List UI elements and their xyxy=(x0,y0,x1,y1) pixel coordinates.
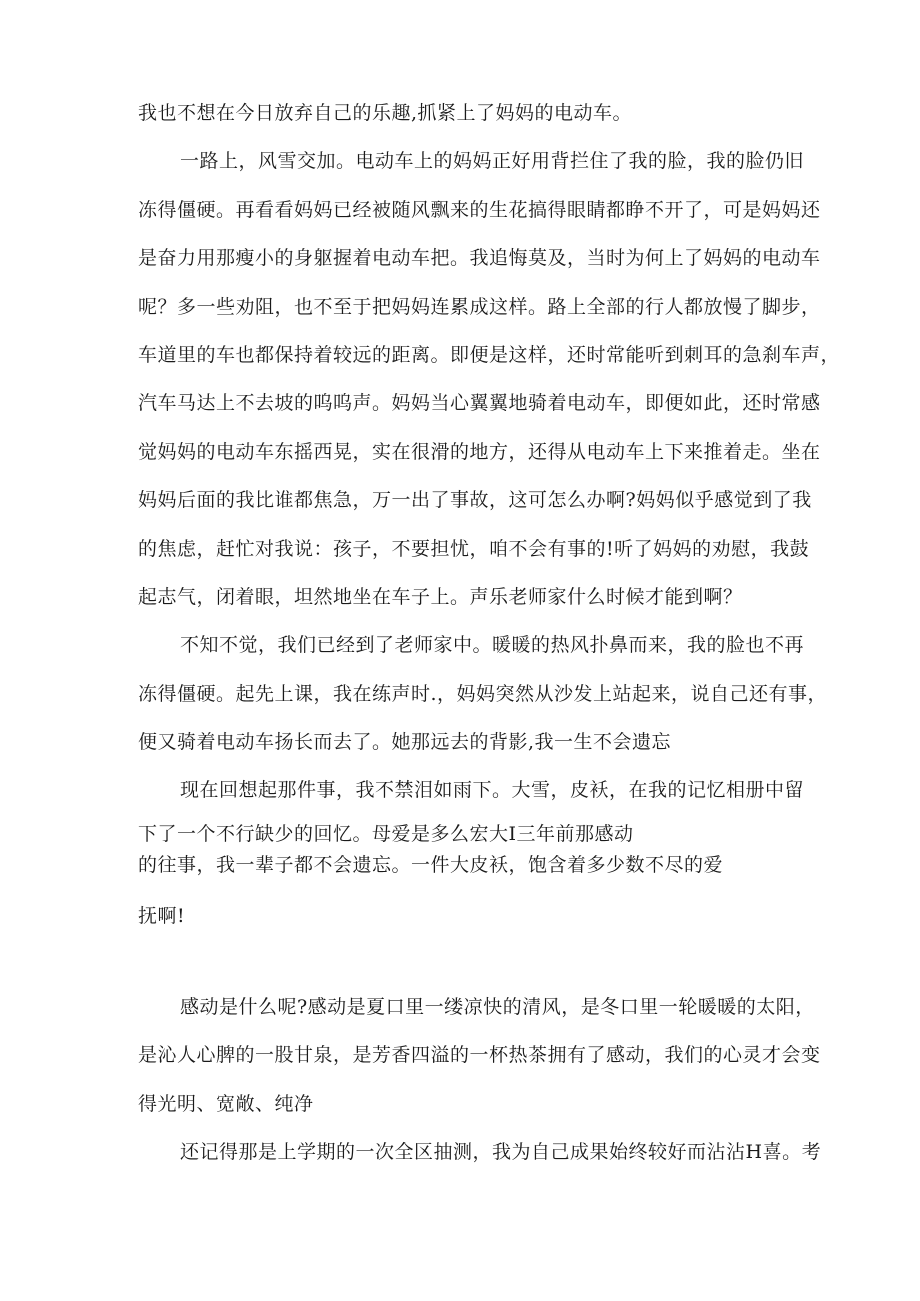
paragraph-line: 呢？多一些劝阻，也不至于把妈妈连累成这样。路上全部的行人都放慢了脚步， xyxy=(138,296,821,318)
paragraph-line: 不知不觉，我们已经到了老师家中。暖暖的热风扑鼻而来，我的脸也不再 xyxy=(180,634,805,656)
paragraph-line: 的往事，我一辈子都不会遗忘。一件大皮袄，饱含着多少数不尽的爱 xyxy=(138,854,724,876)
paragraph-line: 还记得那是上学期的一次全区抽测，我为自己成果始终较好而沾沾H喜。考 xyxy=(180,1141,822,1163)
paragraph-line: 是奋力用那瘦小的身躯握着电动车把。我追悔莫及，当时为何上了妈妈的电动车 xyxy=(138,247,821,269)
paragraph-line: 妈妈后面的我比谁都焦急，万一出了事故，这可怎么办啊?妈妈似乎感觉到了我 xyxy=(138,489,812,511)
paragraph-line: 觉妈妈的电动车东摇西晃，实在很滑的地方，还得从电动车上下来推着走。坐在 xyxy=(138,441,821,463)
paragraph-line: 现在回想起那件事，我不禁泪如雨下。大雪，皮袄，在我的记忆相册中留 xyxy=(180,779,805,801)
paragraph-line: 得光明、宽敞、纯净 xyxy=(138,1093,314,1115)
paragraph-line: 抚啊! xyxy=(138,905,186,927)
paragraph-line: 下了一个不行缺少的回忆。母爱是多么宏大I三年前那感动 xyxy=(138,823,634,845)
paragraph-line: 汽车马达上不去坡的呜呜声。妈妈当心翼翼地骑着电动车，即便如此，还时常感 xyxy=(138,392,821,414)
paragraph-line: 是沁人心脾的一股甘泉，是芳香四溢的一杯热茶拥有了感动，我们的心灵才会变 xyxy=(138,1044,821,1066)
paragraph-line: 感动是什么呢?感动是夏口里一缕凉快的清风，是冬口里一轮暖暖的太阳， xyxy=(180,996,815,1018)
paragraph-line: 车道里的车也都保持着较远的距离。即便是这样，还时常能听到刺耳的急刹车声， xyxy=(138,344,841,366)
paragraph-line: 一路上，风雪交加。电动车上的妈妈正好用背拦住了我的脸，我的脸仍旧 xyxy=(180,150,805,172)
paragraph-line: 冻得僵硬。再看看妈妈已经被随风飘来的生花搞得眼睛都睁不开了，可是妈妈还 xyxy=(138,199,821,221)
paragraph-line: 我也不想在今日放弃自己的乐趣,抓紧上了妈妈的电动车。 xyxy=(138,102,633,124)
paragraph-line: 便又骑着电动车扬长而去了。她那远去的背影,我一生不会遗忘 xyxy=(138,731,672,753)
paragraph-line: 起志气，闭着眼，坦然地坐在车子上。声乐老师家什么时候才能到啊？ xyxy=(138,586,743,608)
paragraph-line: 的焦虑，赶忙对我说：孩子，不要担忧，咱不会有事的!听了妈妈的劝慰，我鼓 xyxy=(138,538,810,560)
paragraph-line: 冻得僵硬。起先上课，我在练声时.，妈妈突然从沙发上站起来，说自己还有事， xyxy=(138,683,828,705)
